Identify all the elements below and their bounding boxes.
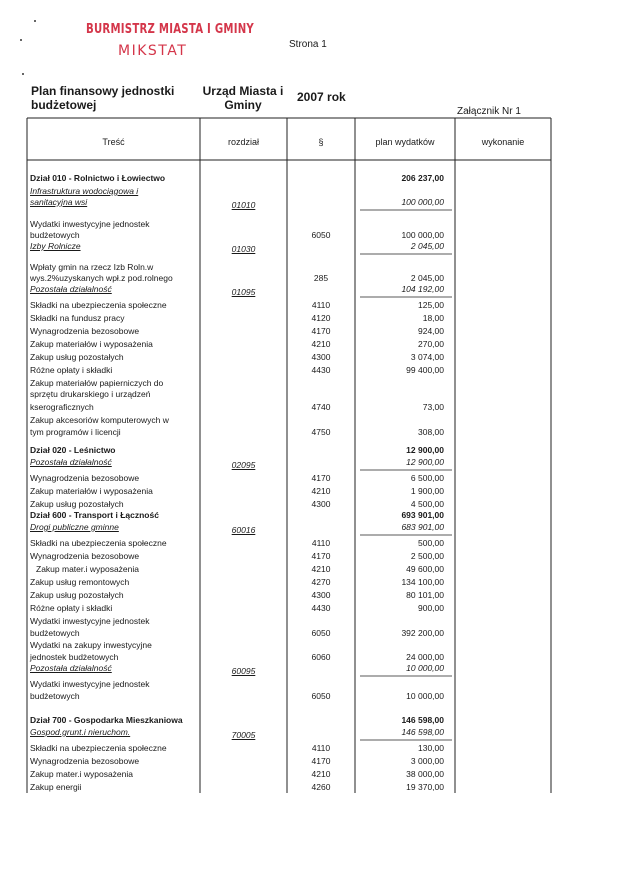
row-paragraph: 4210 [311,339,331,349]
row-chapter: 01010 [231,200,256,210]
row-amount: 206 237,00 [401,173,444,183]
row-paragraph: 6050 [311,230,331,240]
row-description: Wydatki na zakupy inwestycyjne [30,640,152,650]
row-chapter: 70005 [231,730,256,740]
row-description: budżetowych [30,230,80,240]
row-amount: 146 598,00 [401,727,444,737]
row-description: Składki na ubezpieczenia społeczne [30,743,167,753]
row-amount: 4 500,00 [410,499,444,509]
row-description: sanitacyjna wsi [30,197,88,207]
row-amount: 2 045,00 [410,241,444,251]
row-amount: 270,00 [418,339,444,349]
row-description: Wydatki inwestycyjne jednostek [30,679,150,689]
row-description: Dział 010 - Rolnictwo i Łowiectwo [30,173,166,183]
row-amount: 10 000,00 [406,691,444,701]
row-amount: 49 600,00 [406,564,444,574]
row-description: Wynagrodzenia bezosobowe [30,473,140,483]
row-description: Zakup materiałów i wyposażenia [30,339,153,349]
column-header-paragraf: § [318,137,324,147]
row-amount: 392 200,00 [401,628,444,638]
row-amount: 12 900,00 [406,457,444,467]
row-description: budżetowych [30,628,80,638]
row-description: Zakup usług pozostałych [30,590,124,600]
row-description: Składki na ubezpieczenia społeczne [30,538,167,548]
row-amount: 1 900,00 [410,486,444,496]
column-header-tresc: Treść [102,137,125,147]
row-amount: 2 045,00 [410,273,444,283]
row-description: Zakup materiałów i wyposażenia [30,486,153,496]
row-paragraph: 4750 [311,427,331,437]
row-paragraph: 4740 [311,402,331,412]
stamp-line2: MIKSTAT [118,43,188,59]
row-amount: 3 000,00 [410,756,444,766]
row-description: Wydatki inwestycyjne jednostek [30,616,150,626]
row-paragraph: 4110 [311,538,331,548]
row-amount: 500,00 [418,538,444,548]
row-description: Izby Rolnicze [30,241,81,251]
row-paragraph: 4270 [311,577,331,587]
row-description: Składki na ubezpieczenia społeczne [30,300,167,310]
row-description: Gospod.grunt.i nieruchom. [30,727,131,737]
row-amount: 12 900,00 [406,445,444,455]
row-description: Różne opłaty i składki [30,365,113,375]
row-description: Pozostała działalność [30,457,112,467]
row-description: Dział 600 - Transport i Łączność [30,510,159,520]
row-description: Infrastruktura wodociągowa i [30,186,139,196]
row-description: Drogi publiczne gminne [30,522,119,532]
row-paragraph: 4300 [311,352,331,362]
row-description: Dział 020 - Leśnictwo [30,445,116,455]
row-description: Zakup usług pozostałych [30,352,124,362]
row-description: Dział 700 - Gospodarka Mieszkaniowa [30,715,183,725]
row-description: Pozostała działalność [30,284,112,294]
row-description: Wynagrodzenia bezosobowe [30,326,140,336]
row-paragraph: 4110 [311,300,331,310]
column-header-wykonanie: wykonanie [481,137,525,147]
row-description: Wynagrodzenia bezosobowe [30,551,140,561]
row-amount: 683 901,00 [401,522,444,532]
row-paragraph: 4260 [311,782,331,792]
row-description: Zakup mater.i wyposażenia [30,769,133,779]
row-description: Zakup usług remontowych [30,577,130,587]
row-description: tym programów i licencji [30,427,121,437]
row-description: Wpłaty gmin na rzecz Izb Roln.w [30,262,154,272]
row-chapter: 60095 [231,666,256,676]
row-amount: 3 074,00 [410,352,444,362]
row-description: Zakup energii [30,782,82,792]
row-paragraph: 4210 [311,564,331,574]
row-paragraph: 4300 [311,499,331,509]
row-amount: 6 500,00 [410,473,444,483]
row-amount: 38 000,00 [406,769,444,779]
row-paragraph: 4170 [311,473,331,483]
row-paragraph: 4170 [311,756,331,766]
row-paragraph: 4430 [311,365,331,375]
column-header-rozdzial: rozdział [227,137,259,147]
row-description: sprzętu drukarskiego i urządzeń [30,389,151,399]
row-paragraph: 4210 [311,486,331,496]
plan-title: Plan finansowy jednostki budżetowej [31,84,175,112]
row-description: Zakup materiałów papierniczych do [30,378,164,388]
row-amount: 924,00 [418,326,444,336]
row-chapter: 60016 [231,525,256,535]
row-description: Wynagrodzenia bezosobowe [30,756,140,766]
row-paragraph: 4300 [311,590,331,600]
row-description: Zakup mater.i wyposażenia [36,564,139,574]
row-amount: 10 000,00 [406,663,444,673]
row-amount: 134 100,00 [401,577,444,587]
row-paragraph: 285 [313,273,329,283]
row-description: Zakup usług pozostałych [30,499,124,509]
row-description: Pozostała działalność [30,663,112,673]
row-amount: 900,00 [418,603,444,613]
row-amount: 80 101,00 [406,590,444,600]
row-paragraph: 6060 [311,652,331,662]
row-paragraph: 4170 [311,326,331,336]
row-paragraph: 4210 [311,769,331,779]
row-description: budżetowych [30,691,80,701]
stamp-line1: BURMISTRZ MIASTA I GMINY [86,22,255,37]
row-amount: 693 901,00 [401,510,444,520]
attachment-label: Załącznik Nr 1 [457,106,521,117]
row-paragraph: 4430 [311,603,331,613]
row-amount: 18,00 [422,313,444,323]
institution-name: Urząd Miasta i Gminy [202,84,284,112]
row-amount: 99 400,00 [406,365,444,375]
row-amount: 146 598,00 [401,715,444,725]
row-amount: 2 500,00 [410,551,444,561]
row-description: kserograficznych [30,402,94,412]
page-number: Strona 1 [289,39,327,50]
row-chapter: 02095 [231,460,256,470]
row-chapter: 01030 [231,244,256,254]
row-description: jednostek budżetowych [30,652,119,662]
row-description: wys.2%uzyskanych wpł.z pod.rolnego [30,273,173,283]
row-description: Wydatki inwestycyjne jednostek [30,219,150,229]
row-amount: 104 192,00 [401,284,444,294]
row-description: Zakup akcesoriów komputerowych w [30,415,169,425]
row-paragraph: 6050 [311,691,331,701]
row-amount: 73,00 [422,402,444,412]
row-paragraph: 4110 [311,743,331,753]
row-paragraph: 4170 [311,551,331,561]
row-description: Różne opłaty i składki [30,603,113,613]
budget-year: 2007 rok [297,90,346,104]
row-amount: 100 000,00 [401,230,444,240]
row-amount: 130,00 [418,743,444,753]
row-amount: 24 000,00 [406,652,444,662]
row-paragraph: 4120 [311,313,331,323]
row-amount: 308,00 [418,427,444,437]
row-paragraph: 6050 [311,628,331,638]
row-amount: 125,00 [418,300,444,310]
row-amount: 19 370,00 [406,782,444,792]
row-amount: 100 000,00 [401,197,444,207]
column-header-plan: plan wydatków [375,137,435,147]
row-chapter: 01095 [231,287,256,297]
row-description: Składki na fundusz pracy [30,313,125,323]
